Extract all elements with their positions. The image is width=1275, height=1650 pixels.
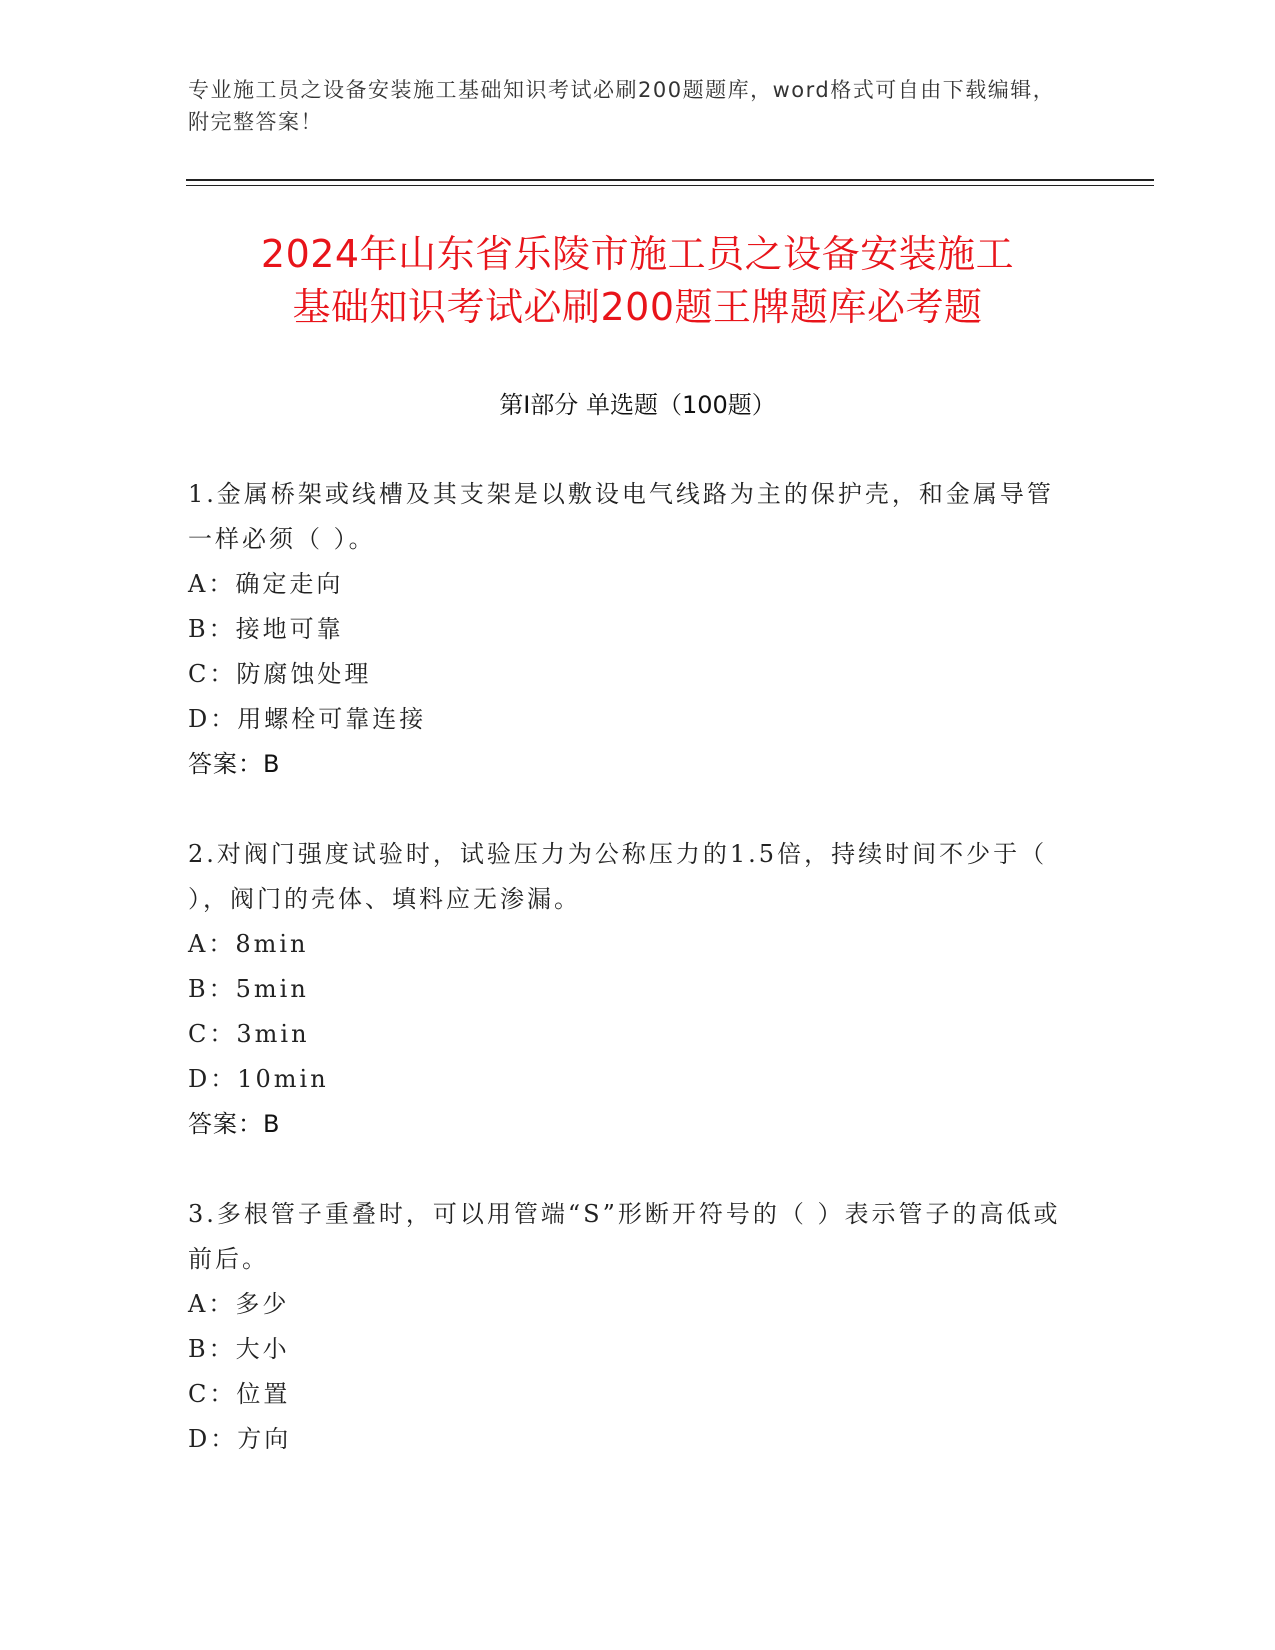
- option-a: A：8min: [188, 930, 309, 958]
- question-2: [188, 832, 1068, 1147]
- question-list: [188, 472, 1068, 1507]
- page-header-text: 专业施工员之设备安装施工基础知识考试必刷200题题库，word格式可自由下载编辑，附完整答案！: [188, 78, 1056, 134]
- option-c: C：防腐蚀处理: [188, 660, 372, 688]
- question-stem: 2.对阀门强度试验时，试验压力为公称压力的1.5倍，持续时间不少于（ ），阀门的壳体、填料应无渗漏。: [188, 840, 1048, 913]
- option-d: D：方向: [188, 1425, 292, 1453]
- option-b: B：接地可靠: [188, 615, 344, 643]
- title-line-1: 2024年山东省乐陵市施工员之设备安装施工: [260, 232, 1015, 276]
- option-a: A：确定走向: [188, 570, 344, 598]
- header-rule-thin: [186, 185, 1154, 186]
- option-b: B：5min: [188, 975, 309, 1003]
- title-line-2: 基础知识考试必刷200题王牌题库必考题: [292, 285, 983, 329]
- option-b: B：大小: [188, 1335, 290, 1363]
- question-3: [188, 1192, 1068, 1462]
- question-stem: 1.金属桥架或线槽及其支架是以敷设电气线路为主的保护壳，和金属导管一样必须（ ）。: [188, 480, 1054, 553]
- section-heading: 第Ⅰ部分 单选题（100题）: [499, 391, 776, 419]
- option-c: C：位置: [188, 1380, 291, 1408]
- answer: 答案：B: [188, 1110, 281, 1138]
- option-d: D：10min: [188, 1065, 329, 1093]
- question-stem: 3.多根管子重叠时，可以用管端“S”形断开符号的（ ）表示管子的高低或前后。: [188, 1200, 1061, 1273]
- document-title: [160, 228, 1115, 334]
- option-c: C：3min: [188, 1020, 310, 1048]
- option-a: A：多少: [188, 1290, 290, 1318]
- option-d: D：用螺栓可靠连接: [188, 705, 427, 733]
- question-1: [188, 472, 1068, 787]
- header-rule-thick: [186, 179, 1154, 181]
- answer: 答案：B: [188, 750, 281, 778]
